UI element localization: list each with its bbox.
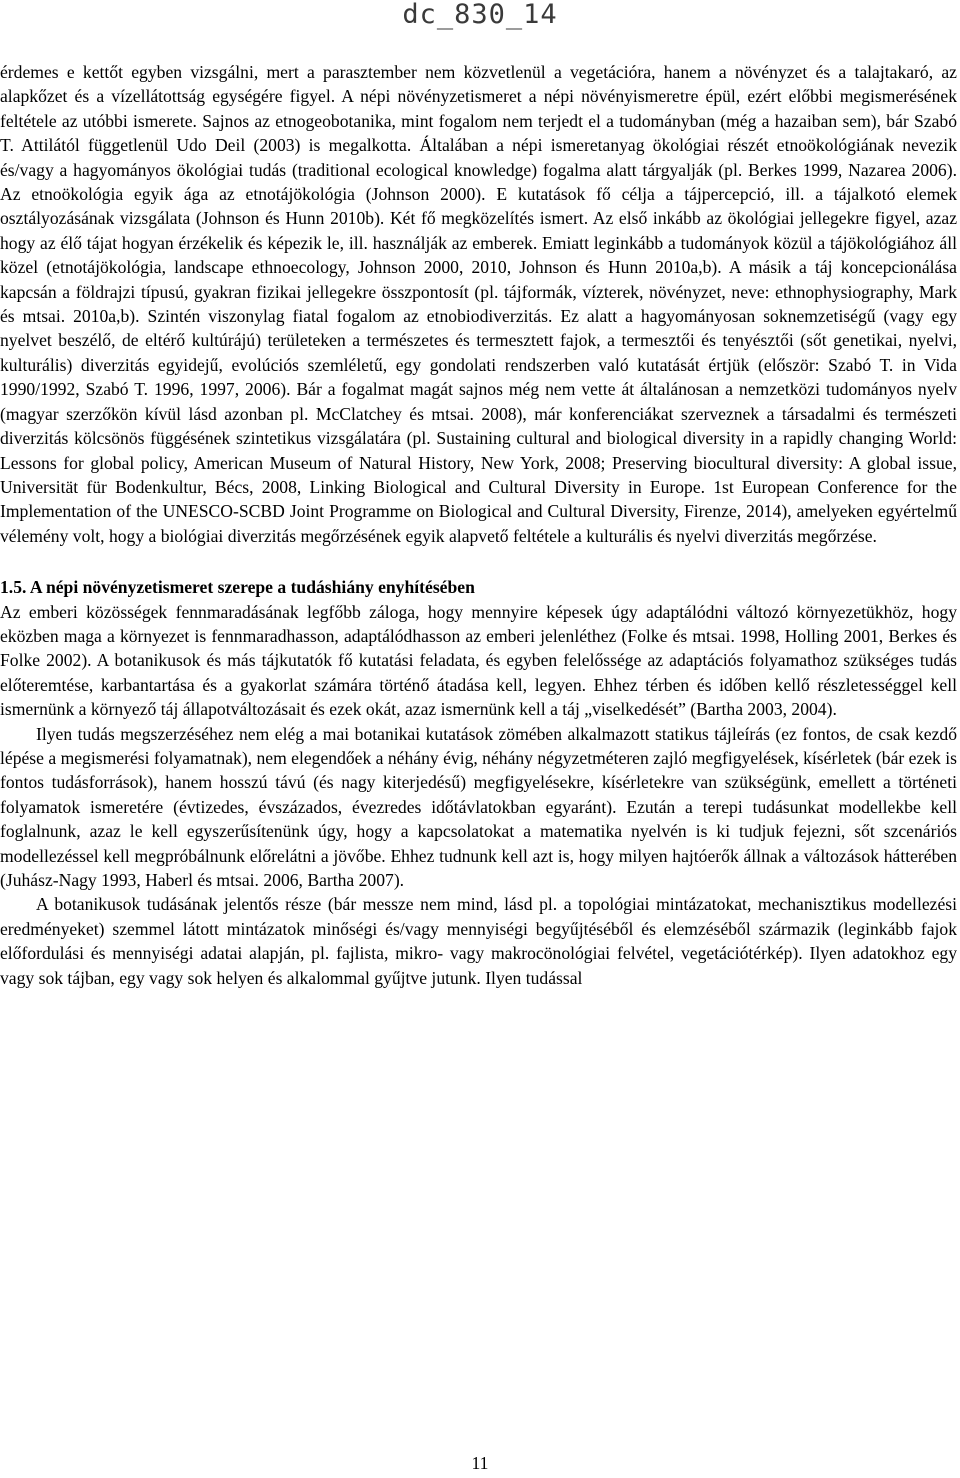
page-body [0, 60, 957, 990]
page-number: 11 [471, 1453, 489, 1473]
paragraph-botanikusok-tudasa: A botanikusok tudásának jelentős része (bár messze nem mind, lásd pl. a topológiai mintázatokat, mechanisztikus modellezési eredményeket) szemmel látott mintázatok minőségi és/vagy mennyiségi begyűjtéséből és elemzéséből származik (leginkább fajok előfordulási és mennyiségi adatai alapján, pl. fajlista, mikro- vagy makrocönológiai felvétel, vegetációtérkép). Ilyen adatokhoz egy vagy sok tájban, egy vagy sok helyen és alkalommal gyűjtve jutunk. Ilyen tudással [0, 894, 957, 988]
section-heading-1-5: 1.5. A népi növényzetismeret szerepe a tudáshiány enyhítésében [0, 577, 475, 598]
paragraph-tudas-megszerzese: Ilyen tudás megszerzéséhez nem elég a mai botanikai kutatások zömében alkalmazott statikus tájleírás (ez fontos, de csak kezdő lépése a megismerési folyamatnak), nem elegendőek a néhány évig, néhány négyzetméteren zajló megfigyelések, kísérletek (bár ezek is fontos tudásforrások), hanem hosszú távú (és nagy kiterjedésű) megfigyelésekre, kísérletekre van szükségünk, emellett a történeti folyamatok ismeretére (évtizedes, évszázados, évezredes időtávlatokban egyaránt). Ezután a terepi tudásunkat modellekbe kell foglalnunk, azaz le kell egyszerűsítenünk úgy, hogy a kapcsolatokat a matematika nyelvén is ki tudjuk fejezni, sőt szcenáriós modellezéssel kell megpróbálnunk előrelátni a jövőbe. Ehhez tudnunk kell azt is, hogy milyen hajtóerők állnak a változások hátterében (Juhász-Nagy 1993, Haberl és mtsai. 2006, Bartha 2007). [0, 723, 957, 890]
paragraph-adaptacio: Az emberi közösségek fennmaradásának legfőbb záloga, hogy mennyire képesek úgy adaptálódni változó környezetükhöz, hogy eközben maga a környezet is fennmaradhasson, adaptálódhasson az emberi jelenléthez (Folke és mtsai. 1998, Holling 2001, Berkes és Folke 2002). A botanikusok és más tájkutatók fő kutatási feladata, és egyben felelőssége az adaptációs folyamathoz szükséges tudás előteremtése, karbantartása és a gyakorlat számára történő átadása kell, legyen. Ehhez térben és időben kellő részletességgel kell ismernünk a környező táj állapotváltozásait és ezek okát, azaz ismernünk kell a táj „viselkedését” (Bartha 2003, 2004). [0, 601, 957, 720]
document-id-header: dc_830_14 [402, 0, 558, 30]
paragraph-etnogeobotanika: érdemes e kettőt egyben vizsgálni, mert a parasztember nem közvetlenül a vegetációra, hanem a növényzet és a talajtakaró, az alapkőzet és a vízellátottság egységére figyel. A népi növényzetismeret a népi növényismeretre épül, ezért előbbi megismerésének feltétele az utóbbi ismerete. Sajnos az etnogeobotanika, mint fogalom nem terjedt el a tudományban (még a hazaiban sem), bár Szabó T. Attilától függetlenül Udo Deil (2003) is megalkotta. Általában a népi ismeretanyag ökológiai részét etnoökológiának nevezik és/vagy a hagyományos ökológiai tudás (traditional ecological knowledge) fogalma alatt tárgyalják (pl. Berkes 1999, Nazarea 2006). Az etnoökológia egyik ága az etnotájökológia (Johnson 2000). E kutatások fő célja a tájpercepció, ill. a tájalkotó elemek osztályozásának vizsgálata (Johnson és Hunn 2010b). Két fő megközelítés ismert. Az első inkább az ökológiai jellegekre figyel, azaz hogy az élő tájat hogyan érzékelik és képezik le, ill. használják az emberek. Emiatt leginkább a tudományok közül a tájökológiához áll közel (etnotájökológia, landscape ethnoecology, Johnson 2000, 2010, Johnson és Hunn 2010a,b). A másik a táj koncepcionálása kapcsán a földrajzi típusú, gyakran fizikai jellegekre összpontosít (pl. tájformák, vízterek, növényzet, neve: ethnophysiography, Mark és mtsai. 2010a,b). Szintén viszonylag fiatal fogalom az etnobiodiverzitás. Ez alatt a hagyományosan soknemzetiségű (vagy egy nyelvet beszélő, de eltérő kultúrájú) területeken a természetes és termesztett fajok, a termesztői és tenyésztői (sőt genetikai, nyelvi, kulturális) diverzitás egyidejű, evolúciós szemléletű, egy gondolati rendszerben való kutatását értjük (először: Szabó T. in Vida 1990/1992, Szabó T. 1996, 1997, 2006). Bár a fogalmat magát sajnos még nem vette át általánosan a nemzetközi tudományos nyelv (magyar szerzőkön kívül lásd azonban pl. McClatchey és mtsai. 2008), már konferenciákat szerveznek a társadalmi és természeti diverzitás kölcsönös függésének szintetikus vizsgálatára (pl. Sustaining cultural and biological diversity in a rapidly changing World: Lessons for global policy, American Museum of Natural History, New York, 2008; Preserving biocultural diversity: A global issue, Universität für Bodenkultur, Bécs, 2008, Linking Biological and Cultural Diversity in Europe. 1st European Conference for the Implementation of the UNESCO-SCBD Joint Programme on Biological and Cultural Diversity, Firenze, 2014), amelyeken egyértelmű vélemény volt, hogy a biológiai diverzitás megőrzésének egyik alapvető feltétele a kulturális és nyelvi diverzitás megőrzése. [0, 62, 957, 546]
